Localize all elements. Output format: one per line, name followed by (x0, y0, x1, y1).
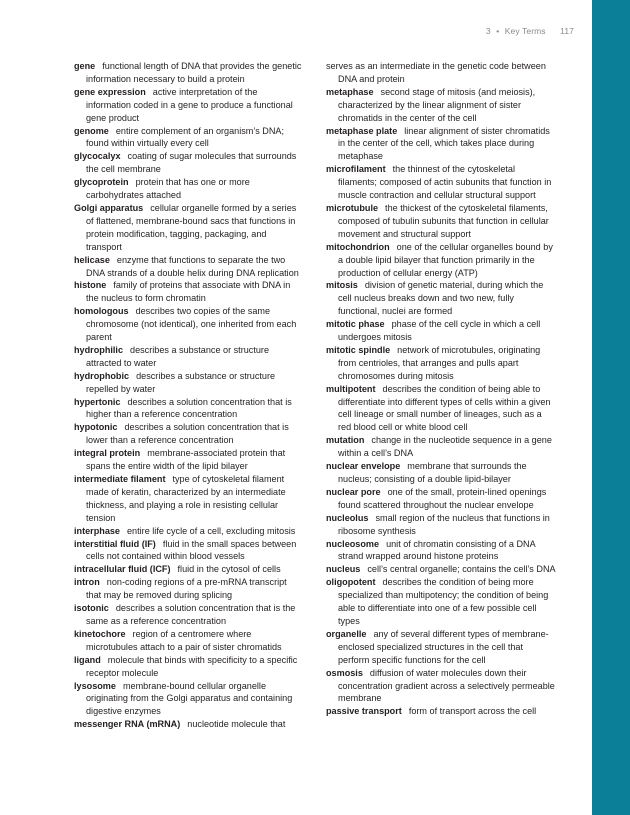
glossary-entry (326, 460, 556, 486)
glossary-term: nuclear envelope (326, 461, 401, 472)
glossary-entry (326, 318, 556, 344)
glossary-definition: network of microtubules, originating from centrioles, that arranges and pulls apart chromosomes during mitosis (338, 344, 541, 381)
glossary-definition: describes a substance or structure attracted to water (86, 344, 270, 368)
glossary-term: microfilament (326, 164, 386, 175)
glossary-term: genome (74, 125, 109, 136)
glossary-definition: cellular organelle formed by a series of flattened, membrane-bound sacs that functions in protein modification, tagging, packaging, and transport (86, 202, 297, 252)
glossary-entry (74, 254, 304, 280)
glossary-definition: active interpretation of the information coded in a gene to produce a functional gene product (86, 86, 293, 123)
glossary-term: intracellular fluid (ICF) (74, 564, 171, 575)
glossary-entry (326, 434, 556, 460)
glossary-definition: small region of the nucleus that functions in ribosome synthesis (338, 512, 550, 536)
glossary-entry (74, 86, 304, 125)
glossary-term: nucleosome (326, 538, 380, 549)
glossary-definition: describes a solution concentration that is lower than a reference concentration (86, 422, 289, 446)
glossary-definition: nucleotide molecule that (187, 719, 286, 730)
glossary-definition: membrane-bound cellular organelle originating from the Golgi apparatus and containing digestive enzymes (86, 680, 293, 717)
glossary-term: microtubule (326, 202, 379, 213)
glossary-term: oligopotent (326, 577, 376, 588)
running-header (486, 26, 574, 36)
glossary-term: mitosis (326, 280, 358, 291)
section-title: Key Terms (504, 26, 546, 36)
glossary-definition: entire life cycle of a cell, excluding mitosis (127, 525, 296, 536)
glossary-definition: cell’s central organelle; contains the cell’s DNA (367, 564, 556, 575)
glossary-term: nucleolus (326, 512, 369, 523)
page-number: 117 (560, 26, 574, 36)
glossary-entry (326, 538, 556, 564)
glossary-term: metaphase (326, 86, 374, 97)
glossary-left-column (74, 60, 304, 731)
glossary-entry (326, 563, 556, 576)
glossary-definition: coating of sugar molecules that surrounds the cell membrane (86, 151, 297, 175)
glossary-definition: unit of chromatin consisting of a DNA strand wrapped around histone proteins (338, 538, 536, 562)
glossary-term: mitotic spindle (326, 344, 391, 355)
glossary-definition: describes a substance or structure repelled by water (86, 370, 276, 394)
glossary-definition: non-coding regions of a pre-mRNA transcript that may be removed during splicing (86, 577, 287, 601)
glossary-term: intron (74, 577, 100, 588)
glossary-term: glycoprotein (74, 177, 129, 188)
glossary-term: hydrophobic (74, 370, 130, 381)
glossary-entry (74, 654, 304, 680)
glossary-definition: region of a centromere where microtubules attach to a pair of sister chromatids (86, 628, 282, 652)
glossary-definition: membrane that surrounds the nucleus; consisting of a double lipid-bilayer (338, 461, 527, 484)
glossary-entry (74, 396, 304, 422)
glossary-definition: describes a solution concentration that is higher than a reference concentration (86, 396, 292, 420)
glossary-term: isotonic (74, 603, 109, 614)
glossary-definition: protein that has one or more carbohydrates attached (86, 177, 250, 201)
glossary-entry (326, 667, 556, 706)
glossary-entry (326, 344, 556, 383)
glossary-definition: the thinnest of the cytoskeletal filaments; composed of actin subunits that function in muscle contraction and cellular structural support (338, 164, 552, 201)
glossary-term: helicase (74, 254, 110, 265)
glossary-definition: change in the nucleotide sequence in a gene within a cell’s DNA (338, 435, 552, 459)
glossary-definition: family of proteins that associate with DNA in the nucleus to form chromatin (86, 280, 291, 304)
definition-continuation: serves as an intermediate in the genetic code between DNA and protein (326, 61, 546, 84)
glossary-term: integral protein (74, 448, 141, 459)
glossary-entry (326, 576, 556, 628)
glossary-definition: describes two copies of the same chromosome (not identical), one inherited from each parent (86, 306, 297, 343)
glossary-definition: linear alignment of sister chromatids in the center of the cell, which takes place during metaphase (338, 125, 550, 162)
glossary-definition: functional length of DNA that provides the genetic information necessary to build a protein (86, 61, 302, 84)
glossary-definition: describes a solution concentration that is the same as a reference concentration (86, 603, 296, 626)
glossary-entry (326, 241, 556, 280)
glossary-term: homologous (74, 306, 129, 317)
glossary-term: gene expression (74, 86, 146, 97)
glossary-definition: division of genetic material, during which the cell nucleus breaks down and two new, fully functional, nuclei are formed (338, 280, 544, 317)
glossary-entry (74, 344, 304, 370)
glossary-term: histone (74, 280, 107, 291)
glossary-entry (74, 447, 304, 473)
chapter-color-bar (592, 0, 630, 815)
chapter-number: 3 (485, 26, 491, 36)
glossary-entry (326, 279, 556, 318)
glossary-definition: entire complement of an organism’s DNA; found within virtually every cell (86, 125, 285, 149)
glossary-entry (326, 125, 556, 164)
glossary-term: osmosis (326, 667, 363, 678)
glossary-entry (74, 202, 304, 254)
glossary-definition: fluid in the cytosol of cells (177, 564, 281, 575)
glossary-entry (74, 718, 304, 731)
glossary-entry (326, 163, 556, 202)
glossary-term: hydrophilic (74, 344, 124, 355)
glossary-entry (326, 705, 556, 718)
glossary-term: Golgi apparatus (74, 202, 144, 213)
glossary-definition: phase of the cell cycle in which a cell undergoes mitosis (338, 319, 541, 343)
glossary-definition: fluid in the small spaces between cells not contained within blood vessels (86, 538, 297, 562)
glossary-entry (74, 150, 304, 176)
glossary-definition: form of transport across the cell (408, 706, 537, 717)
glossary-entry (326, 202, 556, 241)
glossary-entry (326, 383, 556, 435)
glossary-entry (74, 176, 304, 202)
glossary-term: messenger RNA (mRNA) (74, 719, 181, 730)
glossary-term: kinetochore (74, 628, 126, 639)
glossary-entry (74, 525, 304, 538)
glossary-entry (74, 60, 304, 86)
glossary-definition: any of several different types of membrane-enclosed specialized structures in the cell that perform specific functions for the cell (338, 628, 549, 665)
glossary-entry (74, 628, 304, 654)
glossary-term: lysosome (74, 680, 116, 691)
glossary-entry (74, 125, 304, 151)
glossary-definition: enzyme that functions to separate the two DNA strands of a double helix during DNA replication (86, 254, 299, 278)
glossary-term: ligand (74, 654, 101, 665)
glossary-term: gene (74, 61, 96, 71)
glossary-entry (74, 563, 304, 576)
glossary-definition: the thickest of the cytoskeletal filaments, composed of tubulin subunits that function in cellular movement and structural support (338, 202, 549, 239)
glossary-term: intermediate filament (74, 474, 166, 484)
glossary-definition: second stage of mitosis (and meiosis), characterized by the linear alignment of sister chromatids in the center of the cell (338, 86, 536, 123)
glossary-definition: type of cytoskeletal filament made of keratin, characterized by an intermediate thickness, and playing a role in resisting cellular tension (86, 474, 286, 523)
glossary-entry (74, 602, 304, 628)
glossary-definition: molecule that binds with specificity to a specific receptor molecule (86, 654, 298, 678)
glossary-entry (74, 538, 304, 564)
header-bullet: • (496, 26, 500, 36)
glossary-term: interphase (74, 525, 120, 536)
glossary-term: metaphase plate (326, 125, 398, 136)
glossary-right-column (326, 60, 556, 718)
glossary-term: glycocalyx (74, 151, 121, 162)
glossary-definition: diffusion of water molecules down their concentration gradient across a selectively permeable membrane (338, 667, 555, 704)
glossary-entry (74, 421, 304, 447)
glossary-definition: membrane-associated protein that spans the entire width of the lipid bilayer (86, 448, 286, 472)
glossary-term: nuclear pore (326, 486, 381, 497)
glossary-entry (326, 486, 556, 512)
glossary-definition: describes the condition of being more specialized than multipotency; the condition of being able to differentiate into one of a few possible cell types (338, 577, 549, 626)
glossary-entry (74, 576, 304, 602)
glossary-definition: one of the small, protein-lined openings found scattered throughout the nuclear envelope (338, 486, 547, 510)
glossary-entry (74, 370, 304, 396)
glossary-term: nucleus (326, 564, 361, 575)
glossary-entry (326, 512, 556, 538)
glossary-entry (74, 680, 304, 719)
glossary-entry (326, 86, 556, 125)
glossary-term: interstitial fluid (IF) (74, 538, 156, 549)
glossary-definition: describes the condition of being able to differentiate into different types of cells within a given cell lineage or small number of lineages, such as a red blood cell or white blood cell (338, 383, 551, 433)
glossary-entry (74, 279, 304, 305)
glossary-entry (326, 628, 556, 667)
glossary-term: hypertonic (74, 396, 121, 407)
glossary-term: hypotonic (74, 422, 118, 433)
glossary-definition: one of the cellular organelles bound by a double lipid bilayer that function primarily in the production of cellular energy (ATP) (338, 241, 553, 278)
glossary-term: multipotent (326, 383, 376, 394)
glossary-entry (74, 473, 304, 525)
glossary-term: mutation (326, 435, 365, 446)
glossary-term: passive transport (326, 706, 402, 717)
glossary-entry (74, 305, 304, 344)
glossary-term: organelle (326, 628, 367, 639)
glossary-term: mitochondrion (326, 241, 390, 252)
glossary-term: mitotic phase (326, 319, 385, 330)
